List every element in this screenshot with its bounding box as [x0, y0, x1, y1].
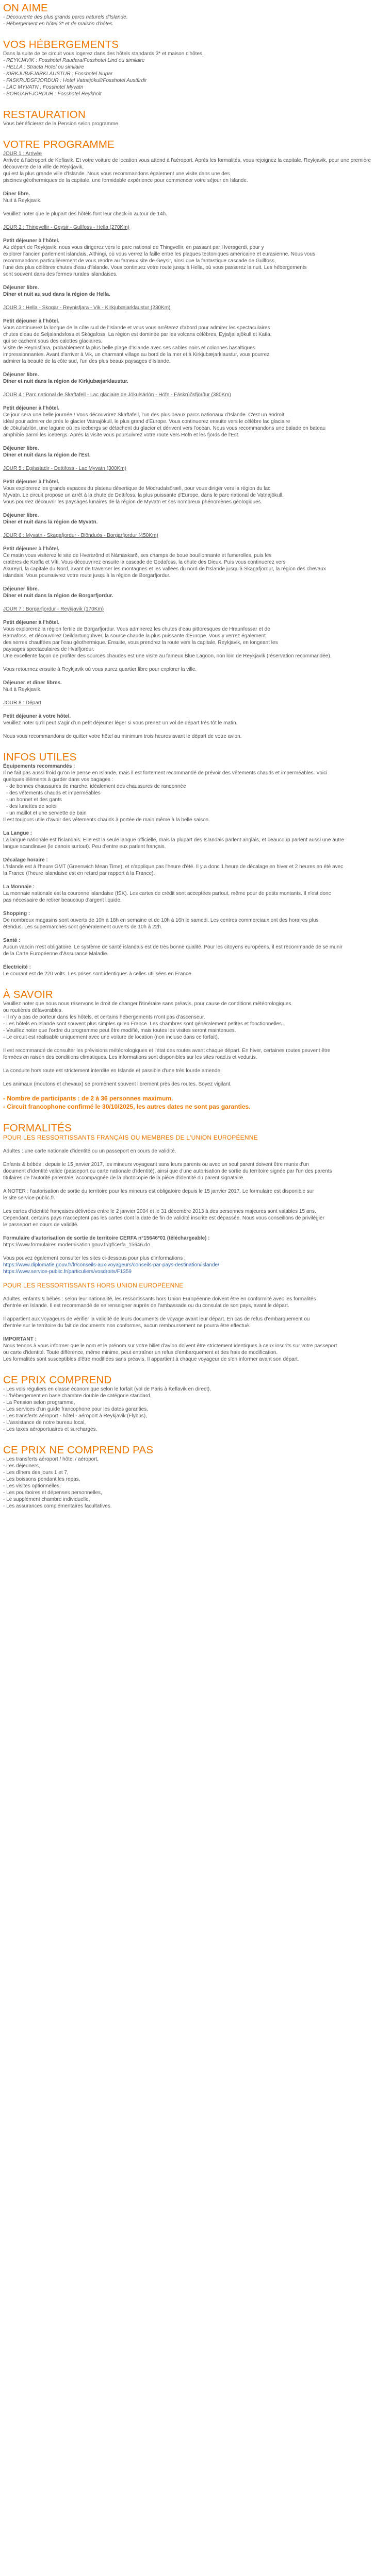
programme-day-heading: JOUR 1 : Arrivée [3, 151, 42, 157]
programme-text: amphibie parmi les icebergs. Après la visite vous poursuivrez votre route vers Höfn et les fjords de l'Est. [3, 432, 240, 438]
a-savoir-body [3, 1001, 388, 1111]
formalites-text: Nous tenons à vous informer que le nom et le prénom sur votre billet d'avion doivent être strictement identiques à ceux inscrits sur votre passeport [3, 1343, 337, 1349]
a-savoir-spacer [3, 1061, 388, 1067]
programme-spacer [3, 706, 388, 713]
on-aime-list [3, 14, 388, 27]
prix-comprend-list [3, 1386, 388, 1433]
a-savoir-spacer [3, 1088, 388, 1094]
programme-spacer [3, 472, 388, 479]
formalites-text: A NOTER : l'autorisation de sortie du territoire pour les mineurs est obligatoire depuis le 15 janvier 2017. Le formulaire est disponible sur [3, 1189, 314, 1194]
a-savoir-text: Veuillez noter que nous nous réservons le droit de changer l'itinéraire sans préavis, pour cause de conditions météorologiques [3, 1001, 291, 1007]
programme-spacer [3, 184, 388, 191]
programme-text: Akureyri, la capitale du Nord, avant de traverser les montagnes et les vallées du nord de l'Islande jusqu'à Skagafjordur, la région des chevaux [3, 566, 326, 572]
programme-spacer [3, 459, 388, 465]
a-savoir-title: À SAVOIR [3, 989, 53, 1001]
formalites-text: Les cartes d'identité françaises délivrées entre le 2 janvier 2004 et le 31 décembre 2013 à des personnes majeures sont valables 15 ans. [3, 1209, 316, 1214]
programme-body [3, 150, 388, 740]
infos-section [3, 751, 388, 977]
a-savoir-text: Les animaux (moutons et chevaux) se promènent souvent librement près des routes. Soyez vigilant. [3, 1081, 232, 1087]
on-aime-item: - Découverte des plus grands parcs naturels d'Islande. [3, 14, 128, 20]
infos-text: Le courant est de 220 volts. Les prises sont identiques à celles utilisées en France. [3, 971, 193, 977]
programme-spacer [3, 204, 388, 211]
programme-bold-text: Dîner et nuit dans la région de Myvatn. [3, 519, 98, 525]
hotel-item: - REYKJAVIK : Fosshotel Raudara/Fosshotel Lind ou similaire [3, 58, 145, 63]
prix-comprend-item: - L'assistance de notre bureau local, [3, 1420, 86, 1426]
programme-spacer [3, 217, 388, 224]
programme-spacer [3, 311, 388, 318]
formalites-spacer [3, 1228, 388, 1235]
programme-text: sont souvent dans des fermes rurales islandaises. [3, 272, 118, 277]
formalites-link[interactable]: https://www.diplomatie.gouv.fr/fr/conseils-aux-voyageurs/conseils-par-pays-destination/islande/ [3, 1262, 219, 1268]
formalites-text: https://www.formulaires.modernisation.gouv.fr/gf/cerfa_15646.do [3, 1242, 150, 1248]
prix-ne-comprend-list [3, 1456, 388, 1510]
prix-comprend-item: - L'hébergement en base chambre double de catégorie standard, [3, 1393, 152, 1399]
on-aime-section [3, 2, 388, 27]
infos-bold-text: Électricité : [3, 964, 31, 970]
infos-text: Il est toujours utile d'avoir des vêtements chauds à portée de main même à la belle saison. [3, 817, 210, 823]
infos-text: étendus. Les supermarchés sont généralement ouverts de 10h à 22h. [3, 924, 162, 930]
programme-bold-text: Dîner libre. [3, 191, 30, 197]
programme-text: Veuillez noter que le plupart des hôtels font leur check-in autour de 14h. [3, 211, 167, 217]
prix-ne-comprend-item: - Les pourboires et dépenses personnelles, [3, 1490, 102, 1496]
programme-bold-text: Petit déjeuner à l'hôtel. [3, 405, 60, 411]
programme-bold-text: Petit déjeuner à l'hôtel. [3, 620, 60, 625]
programme-spacer [3, 599, 388, 606]
programme-spacer [3, 673, 388, 680]
infos-bold-text: Santé : [3, 938, 21, 943]
infos-text: langue scandinave (le danois surtout). Peu d'entre eux parlent français. [3, 844, 166, 850]
programme-text: Ce jour sera une belle journée ! Vous découvrirez Skaftafell, l'un des plus beaux parcs nationaux d'Islande. C'est un endroit [3, 412, 284, 418]
programme-spacer [3, 726, 388, 733]
programme-bold-text: Déjeuner libre. [3, 285, 39, 291]
infos-text: De nombreux magasins sont ouverts de 10h à 18h en semaine et de 10h à 16h le samedi. Les centres commerciaux ont des horaires plus [3, 918, 319, 923]
prix-comprend-title: CE PRIX COMPREND [3, 1374, 112, 1386]
infos-bold-text: La Monnaie : [3, 884, 35, 890]
infos-spacer [3, 823, 388, 830]
formalites-subtitle: POUR LES RESSORTISSANTS HORS UNION EUROPÉENNE [3, 1282, 184, 1289]
programme-day-heading: JOUR 7 : Borgarfjordur - Reykjavik (170Km) [3, 606, 104, 612]
infos-spacer [3, 957, 388, 964]
programme-bold-text: Dîner et nuit dans la région de Kirkjubæjarklaustur. [3, 379, 128, 384]
programme-day-heading: JOUR 2 : Thingvellir - Geysir - Gullfoss - Hella (270Km) [3, 225, 129, 230]
infos-bold-text: Décalage horaire : [3, 857, 48, 863]
prix-ne-comprend-item: - Les boissons pendant les repas, [3, 1477, 80, 1482]
prix-comprend-item: - Les services d'un guide francophone pour les dates garanties, [3, 1406, 148, 1412]
programme-bold-text: Petit déjeuner à votre hôtel. [3, 714, 71, 719]
infos-text: La langue nationale est l'islandais. Elle est la seule langue officielle, mais la plupart des Islandais parlent anglais, et beaucoup parlent aussi une autre [3, 837, 345, 843]
programme-text: recommandons particulièrement de vous rendre au fameux site de Geysir, ainsi que la fantastique cascade de Gullfoss, [3, 258, 276, 264]
infos-text: de la Carte Européenne d'Assurance Maladie. [3, 951, 109, 957]
prix-comprend-item: - La Pension selon programme, [3, 1400, 75, 1405]
formalites-text: document d'identité valide (passeport ou carte nationale d'identité), ainsi que d'une autorisation de sortie du territoire signée par l'un des parents [3, 1168, 332, 1174]
programme-spacer [3, 298, 388, 304]
infos-text: quelques éléments à garder dans vos bagages : [3, 777, 113, 783]
programme-spacer [3, 505, 388, 512]
a-savoir-text: - Le circuit est réalisable uniquement avec une voiture de location (non incluse dans ce forfait). [3, 1035, 219, 1040]
formalites-text: le passeport en cours de validité. [3, 1222, 79, 1228]
programme-spacer [3, 579, 388, 586]
a-savoir-highlight: - Nombre de participants : de 2 à 36 personnes maximum. [3, 1095, 173, 1102]
infos-text: la France (l'heure islandaise est en retard par rapport à la France). [3, 871, 155, 876]
a-savoir-highlight: - Circuit francophone confirmé le 30/10/2025, les autres dates ne sont pas garanties. [3, 1103, 251, 1110]
formalites-text: Cependant, certains pays n'acceptent pas les cartes dont la date de fin de validité inscrite est dépassée. Nous vous conseillons de privilégier [3, 1215, 324, 1221]
formalites-spacer [3, 1329, 388, 1336]
formalites-spacer [3, 1309, 388, 1316]
hebergements-title: VOS HÉBERGEMENTS [3, 39, 119, 50]
infos-text: pas nécessaire de retirer beaucoup d'argent liquide. [3, 897, 122, 903]
prix-ne-comprend-item: - Les dîners des jours 1 et 7, [3, 1470, 69, 1476]
programme-day-heading: JOUR 6 : Myvatn - Skagafjordur - Blönduós - Borgarfjordur (450Km) [3, 533, 158, 538]
infos-title: INFOS UTILES [3, 751, 77, 763]
on-aime-item: - Hébergement en hôtel 3* et de maison d'hôtes. [3, 21, 114, 27]
programme-day-heading: JOUR 5 : Egilsstadir - Dettifoss - Lac Myvatn (300Km) [3, 466, 126, 471]
formalites-bold-text: IMPORTANT : [3, 1336, 37, 1342]
formalites-text: d'entrée en Islande. Il est recommandé de se renseigner auprès de l'ambassade ou du consulat de son pays, avant le départ. [3, 1303, 289, 1309]
infos-text: La monnaie nationale est la couronne islandaise (ISK). Les cartes de crédit sont acceptées partout, même pour de petits montants. Il n'est donc [3, 891, 331, 896]
infos-bold-text: La Langue : [3, 831, 32, 836]
programme-text: admirer la beauté de la côte sud, l'un des plus beaux paysages d'Islande. [3, 359, 171, 364]
programme-spacer [3, 539, 388, 546]
formalites-text: Il appartient aux voyageurs de vérifier la validité de leurs documents de voyage avant leur départ. En cas de refus d'embarquement ou [3, 1316, 310, 1322]
formalites-bold-text: Formulaire d'autorisation de sortie de territoire CERFA n°15646*01 (téléchargeable) : [3, 1235, 210, 1241]
programme-text: Nuit à Reykjavik. [3, 198, 42, 204]
programme-text: piscines géothermiques de la capitale, une formidable expérience pour commencer votre séjour en Islande. [3, 178, 248, 183]
programme-text: Vous explorerez les grands espaces du plateau désertique de Mödrudalsöræfi, pour vous diriger vers la région du lac [3, 486, 271, 492]
a-savoir-text: Il est recommandé de consulter les prévisions météorologiques et l'état des routes avant chaque départ. En hiver, certaines routes peuvent être [3, 1048, 331, 1054]
programme-section [3, 139, 388, 740]
formalites-spacer [3, 1275, 388, 1282]
programme-day-heading: JOUR 8 : Départ [3, 700, 41, 706]
programme-bold-text: Dîner et nuit dans la région de l'Est. [3, 452, 91, 458]
programme-spacer [3, 438, 388, 445]
programme-spacer [3, 693, 388, 700]
hebergements-list [3, 57, 388, 97]
formalites-spacer [3, 1289, 388, 1296]
prix-ne-comprend-item: - Les transferts aéroport / hôtel / aéroport, [3, 1456, 99, 1462]
programme-text: Visite de Reynisfjara, probablement la plus belle plage d'Islande avec ses sables noirs et colonnes basaltiques [3, 345, 255, 351]
programme-bold-text: Déjeuner libre. [3, 446, 39, 451]
programme-bold-text: Déjeuner libre. [3, 513, 39, 518]
programme-text: explorer l'ancien parlement islandais, Althingi, où vous verrez la faille entre les plaques tectoniques américaine et eurasienne. Nous vous [3, 251, 316, 257]
programme-text: qui est la plus grande ville d'Islande. Nous vous recommandons également une visite dans une des [3, 171, 230, 177]
a-savoir-spacer [3, 1041, 388, 1047]
formalites-spacer [3, 1201, 388, 1208]
programme-text: Nous vous recommandons de quitter votre hôtel au minimum trois heures avant le départ de votre avion. [3, 734, 242, 739]
programme-spacer [3, 278, 388, 284]
a-savoir-text: fermées en raison des conditions climatiques. Les informations sont disponibles sur les sites road.is et vedur.is. [3, 1055, 257, 1060]
programme-title: VOTRE PROGRAMME [3, 139, 115, 150]
a-savoir-section [3, 989, 388, 1111]
formalites-text: ou carte d'identité. Toute différence, même minime, peut entraîner un refus d'embarquement et des frais de modification. [3, 1350, 278, 1355]
formalites-text: le site service-public.fr. [3, 1195, 56, 1201]
formalites-text: Vous pouvez également consulter les sites ci-dessous pour plus d'informations : [3, 1256, 186, 1261]
programme-spacer [3, 659, 388, 666]
programme-text: Veuillez noter qu'il peut s'agir d'un petit déjeuner léger si vous prenez un vol de départ très tôt le matin. [3, 720, 238, 726]
programme-text: impressionnantes. Avant d'arriver à Vik, un charmant village au bord de la mer et à Kirkjubæjarklaustur, vous pourrez [3, 352, 270, 358]
restauration-section [3, 109, 388, 127]
infos-bold-text: Shopping : [3, 911, 30, 917]
restauration-text: Vous bénéficierez de la Pension selon programme. [3, 121, 120, 127]
prix-ne-comprend-item: - Le supplément chambre individuelle, [3, 1497, 90, 1502]
programme-text: cratères de Krafla et Víti. Vous découvrirez ensuite la cascade de Godafoss, la chute des Dieux. Puis vous continuerez vers [3, 560, 286, 565]
prix-ne-comprend-item: - Les déjeuners, [3, 1463, 40, 1469]
programme-text: chutes d'eau de Seljalandsfoss et Skógafoss. La région est dominée par les volcans célèbres, Eyjafjallajökull et Katla, [3, 332, 272, 337]
programme-text: islandais. Vous poursuivrez votre route jusqu'à la région de Borgarfjordur. [3, 573, 171, 579]
programme-spacer [3, 526, 388, 532]
programme-text: Vous retournez ensuite à Reykjavik où vous aurez quartier libre pour explorer la ville. [3, 667, 197, 672]
programme-text: paysages spectaculaires de Hvalfjordur. [3, 647, 94, 652]
a-savoir-text: ou routières défavorables. [3, 1008, 63, 1013]
formalites-text: Enfants & bébés : depuis le 15 janvier 2017, les mineurs voyageant sans leurs parents ou avec un seul parent doivent être munis d'un [3, 1162, 309, 1167]
infos-list-item: - des vêtements chauds et imperméables [3, 790, 388, 796]
prix-comprend-item: - Les transferts aéroport - hôtel - aéroport à Reykjavik (Flybus), [3, 1413, 147, 1419]
programme-bold-text: Petit déjeuner à l'hôtel. [3, 479, 60, 485]
programme-text: Barnafoss, et découvrirez Deildartunguhver, la source chaude la plus puissante d'Europe. Vous y verrez également [3, 633, 266, 639]
infos-text: L'Islande est à l'heure GMT (Greenwich Mean Time), et n'applique pas l'heure d'été. Il y a donc 1 heure de décalage en hiver et 2 heures en été avec [3, 864, 344, 870]
programme-text: Une excellente façon de profiter des sources chaudes est une visite au fameux Blue Lagoon, non loin de Reykjavik (réservation recommandée). [3, 653, 332, 659]
programme-text: Myvatn. Le circuit propose un arrêt à la chute de Dettifoss, la plus puissante d'Europe, dans le parc national de Vatnajökull. [3, 493, 284, 498]
formalites-spacer [3, 1141, 388, 1148]
prix-ne-comprend-item: - Les assurances complémentaires facultatives. [3, 1503, 112, 1509]
programme-text: Nuit à Reykjavik. [3, 687, 42, 692]
infos-spacer [3, 877, 388, 884]
a-savoir-spacer [3, 1074, 388, 1081]
formalites-spacer [3, 1181, 388, 1188]
infos-text: Aucun vaccin n'est obligatoire. Le système de santé islandais est de très bonne qualité. Pour les citoyens européens, il est recommandé de se munir [3, 944, 343, 950]
programme-spacer [3, 231, 388, 238]
programme-day-heading: JOUR 3 : Hella - Skogar - Reynisfjara - Vik - Kirkjubæjarklaustur (230Km) [3, 305, 171, 311]
a-savoir-text: La conduite hors route est strictement interdite en Islande et passible d'une très lourde amende. [3, 1068, 222, 1074]
formalites-text: titulaires de l'autorité parentale, accompagnée de la photocopie de la pièce d'identité du parent signataire. [3, 1175, 245, 1181]
hotel-item: - LAC MYVATN : Fosshotel Myvatn [3, 84, 84, 90]
hebergements-intro: Dans la suite de ce circuit vous logerez dans des hôtels standards 3* et maison d'hôtes. [3, 51, 204, 57]
programme-spacer [3, 385, 388, 392]
prix-ne-comprend-section [3, 1444, 388, 1510]
programme-bold-text: Dîner et nuit dans la région de Borgarfjordur. [3, 593, 113, 599]
hebergements-section [3, 39, 388, 97]
infos-bold-text: Équipements recommandés : [3, 764, 75, 769]
formalites-section [3, 1122, 388, 1363]
infos-spacer [3, 904, 388, 910]
hotel-item: - KIRKJUBÆJARKLAUSTUR : Fosshotel Nupar [3, 71, 113, 77]
hotel-item: - BORGARFJORDUR : Fosshotel Reykholt [3, 91, 102, 97]
formalites-subtitle: POUR LES RESSORTISSANTS FRANÇAIS OU MEMBRES DE L'UNION EUROPÉENNE [3, 1134, 258, 1141]
formalites-text: Adultes : une carte nationale d'identité ou un passeport en cours de validité. [3, 1148, 176, 1154]
infos-text: Il ne fait pas aussi froid qu'on le pense en Islande, mais il est fortement recommandé de prévoir des vêtements chauds et imperméables. Voici [3, 770, 328, 776]
prix-comprend-item: - Les vols réguliers en classe économique selon le forfait (vol de Paris à Keflavik en direct), [3, 1386, 211, 1392]
prix-ne-comprend-item: - Les visites optionnelles, [3, 1483, 61, 1489]
programme-text: idéal pour admirer de près le glacier Vatnajökull, le plus grand d'Europe. Vous continuerez ensuite vers le célèbre lac glaciaire [3, 419, 290, 425]
prix-comprend-section [3, 1374, 388, 1433]
programme-bold-text: Petit déjeuner à l'hôtel. [3, 318, 60, 324]
programme-text: Ce matin vous visiterez le site de Hverarönd et Námaskarð, ses champs de boue bouillonnante et fumerolles, puis les [3, 553, 272, 558]
programme-spacer [3, 398, 388, 405]
on-aime-title: ON AIME [3, 2, 48, 14]
programme-bold-text: Déjeuner et dîner libres. [3, 680, 62, 686]
infos-list-item: - un maillot et une serviette de bain [3, 810, 388, 817]
programme-spacer [3, 613, 388, 619]
programme-text: Au départ de Reykjavik, nous vous dirigerez vers le parc national de Thingvellir, en passant par Hveragerdi, pour y [3, 245, 264, 250]
programme-bold-text: Petit déjeuner à l'hôtel. [3, 238, 60, 244]
infos-spacer [3, 930, 388, 937]
formalites-link[interactable]: https://www.service-public.fr/particuliers/vosdroits/F1359 [3, 1269, 132, 1275]
programme-text: Vous continuerez la longue de la côte sud de l'Islande et vous vous arrêterez d'abord pour admirer les spectaculaires [3, 325, 270, 331]
formalites-text: d'entrée sur le territoire du fait de documents non conformes, aucun remboursement ne pourra être effectué. [3, 1323, 251, 1329]
prix-ne-comprend-title: CE PRIX NE COMPREND PAS [3, 1444, 154, 1456]
a-savoir-text: - Il n'y a pas de porteur dans les hôtels, et certains hébergements n'ont pas d'ascenseur. [3, 1014, 205, 1020]
restauration-title: RESTAURATION [3, 109, 86, 121]
a-savoir-text: - Les hôtels en Islande sont souvent plus simples qu'en France. Les chambres sont généralement petites et fonctionnelles. [3, 1021, 283, 1027]
hotel-item: - FASKRUDSFJORDUR : Hotel Vatnajökull/Fosshotel Austfirdir [3, 78, 147, 83]
programme-bold-text: Dîner et nuit au sud dans la région de Hella. [3, 292, 110, 297]
programme-text: Vous pourrez découvrir les paysages lunaires de la région de Myvatn et ses nombreux phénomènes géologiques. [3, 499, 263, 505]
formalites-text: Les formalités sont susceptibles d'être modifiées sans préavis. Il appartient à chaque voyageur de s'en informer avant son départ. [3, 1357, 299, 1362]
programme-text: des serres chauffées par l'eau géothermique. Ensuite, vous prendrez la route vers la capitale, Reykjavik, en longeant les [3, 640, 278, 646]
programme-bold-text: Déjeuner libre. [3, 586, 39, 592]
programme-text: de Jökulsárlón, une lagune où les icebergs se détachent du glacier et dérivent vers l'océan. Nous vous recommandons une balade en bateau [3, 426, 326, 431]
formalites-title: FORMALITÉS [3, 1122, 72, 1134]
infos-list-item: - des lunettes de soleil [3, 803, 388, 810]
infos-list-item: - de bonnes chaussures de marche, idéalement des chaussures de randonnée [3, 783, 388, 790]
hotel-item: - HELLA : Stracta Hotel ou similaire [3, 64, 84, 70]
programme-bold-text: Petit déjeuner à l'hôtel. [3, 546, 60, 552]
formalites-body [3, 1134, 388, 1363]
programme-day-heading: JOUR 4 : Parc national de Skaftafell - Lac glaciaire de Jökulsárlón - Höfn - Fáskrúðsfjörður (380Km) [3, 392, 231, 398]
programme-text: qui se cachent sous des calottes glaciaires. [3, 338, 103, 344]
programme-spacer [3, 365, 388, 371]
infos-spacer [3, 850, 388, 857]
programme-text: l'une des plus célèbres chutes d'eau d'Islande. Vous continuez votre route jusqu'à Hella, où vous passerez la nuit. Les hébergements [3, 265, 307, 270]
programme-bold-text: Déjeuner libre. [3, 372, 39, 378]
infos-list-item: - un bonnet et des gants [3, 796, 388, 803]
a-savoir-text: - Veuillez noter que l'ordre du programme peut être modifié, mais toutes les visites seront maintenues. [3, 1028, 236, 1033]
formalites-spacer [3, 1248, 388, 1255]
programme-text: Vous explorerez la région fertile de Borgarfjordur. Vous admirerez les chutes d'eau pittoresques de Hraunfossar et de [3, 626, 270, 632]
programme-text: Arrivée à l'aéroport de Keflavik. Et votre voiture de location vous attend à l'aéroport. Après les formalités, vous rejoignez la capitale, Reykjavik, pour une première découverte de la ville de Reykjavik, [3, 158, 372, 170]
infos-body [3, 763, 388, 977]
prix-comprend-item: - Les taxes aéroportuaires et surcharges. [3, 1427, 97, 1432]
formalites-spacer [3, 1155, 388, 1161]
formalites-text: Adultes, enfants & bébés : selon leur nationalité, les ressortissants hors Union Européenne doivent être en conformité avec les formalités [3, 1296, 316, 1302]
